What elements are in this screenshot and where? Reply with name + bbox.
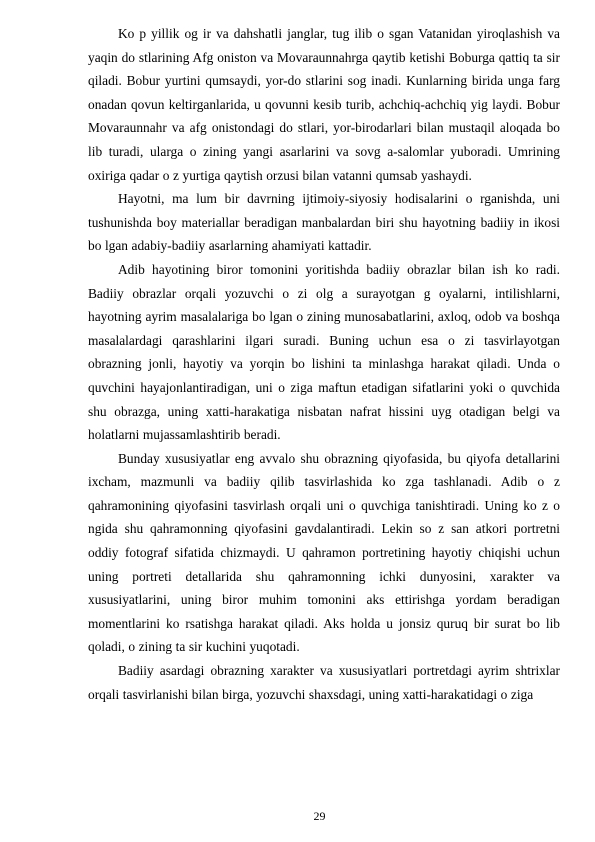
paragraph-3: Adib hayotining biror tomonini yoritishda badiiy obrazlar bilan ish ko radi. Badiiy obrazlar orqali yozuvchi o zi olg a surayotgan g oyalarni, intilishlarni, hayotning ayrim masalalariga bo lgan o zining munosabatlarini, axloq, odob va boshqa masalalardagi qarashlarini ilgari suradi. Buning uchun esa o zi tasvirlayotgan obrazning jonli, hayotiy va yorqin bo lishini ta minlashga harakat qiladi. Unda o quvchini hayajonlantiradigan, uni o ziga maftun etadigan sifatlarini yoki o quvchida shu obrazga, uning xatti-harakatiga nisbatan nafrat hissini uyg otadigan belgi va holatlarni mujassamlashtirib beradi. — [88, 261, 560, 443]
document-page — [88, 22, 560, 706]
paragraph-1: Ko p yillik og ir va dahshatli janglar, tug ilib o sgan Vatanidan yiroqlashish va yaqin do stlarining Afg oniston va Movaraunnahrga qaytib ketishi Boburga qattiq ta sir qiladi. Bobur yurtini qumsaydi, yor-do stlarini sog inadi. Kunlarning birida unga farg onadan qovun keltirganlarida, u qovunni kesib turib, achchiq-achchiq yig laydi. Bobur Movaraunnahr va afg onistondagi do stlari, yor-birodarlari bilan mustaqil aloqada bo lib turadi, ularga o zining yangi asarlarini va sovg a-salomlar yuboradi. Umrining oxiriga qadar o z yurtiga qaytish orzusi bilan vatanni qumsab yashaydi. — [88, 26, 560, 183]
paragraph-4: Bunday xususiyatlar eng avvalo shu obrazning qiyofasida, bu qiyofa detallarini ixcham, mazmunli va badiiy qilib tasvirlashida ko zga tashlanadi. Adib o z qahramonining qiyofasini tasvirlash orqali uni o quvchiga tanishtiradi. Uning ko z o ngida shu qahramonning qiyofasini gavdalantiradi. Lekin so z san atkori portretni oddiy fotograf sifatida chizmaydi. U qahramon portretining hayotiy chiqishi uchun uning portreti detallarida shu qahramonning ichki dunyosini, xarakter va xususiyatlarini, uning biror muhim tomonini aks ettirishga yordam beradigan momentlarini ko rsatishga harakat qiladi. Aks holda u jonsiz quruq bir surat bo lib qoladi, o zining ta sir kuchini yuqotadi. — [88, 450, 560, 655]
paragraph-2: Hayotni, ma lum bir davrning ijtimoiy-siyosiy hodisalarini o rganishda, uni tushunishda boy materiallar beradigan manbalardan biri shu hayotning badiiy in ikosi bo lgan adabiy-badiiy asarlarning ahamiyati kattadir. — [88, 191, 560, 254]
paragraph-5: Badiiy asardagi obrazning xarakter va xususiyatlari portretdagi ayrim shtrixlar orqali tasvirlanishi bilan birga, yozuvchi shaxsdagi, uning xatti-harakatidagi o ziga — [88, 663, 560, 702]
page-number: 29 — [313, 809, 326, 823]
